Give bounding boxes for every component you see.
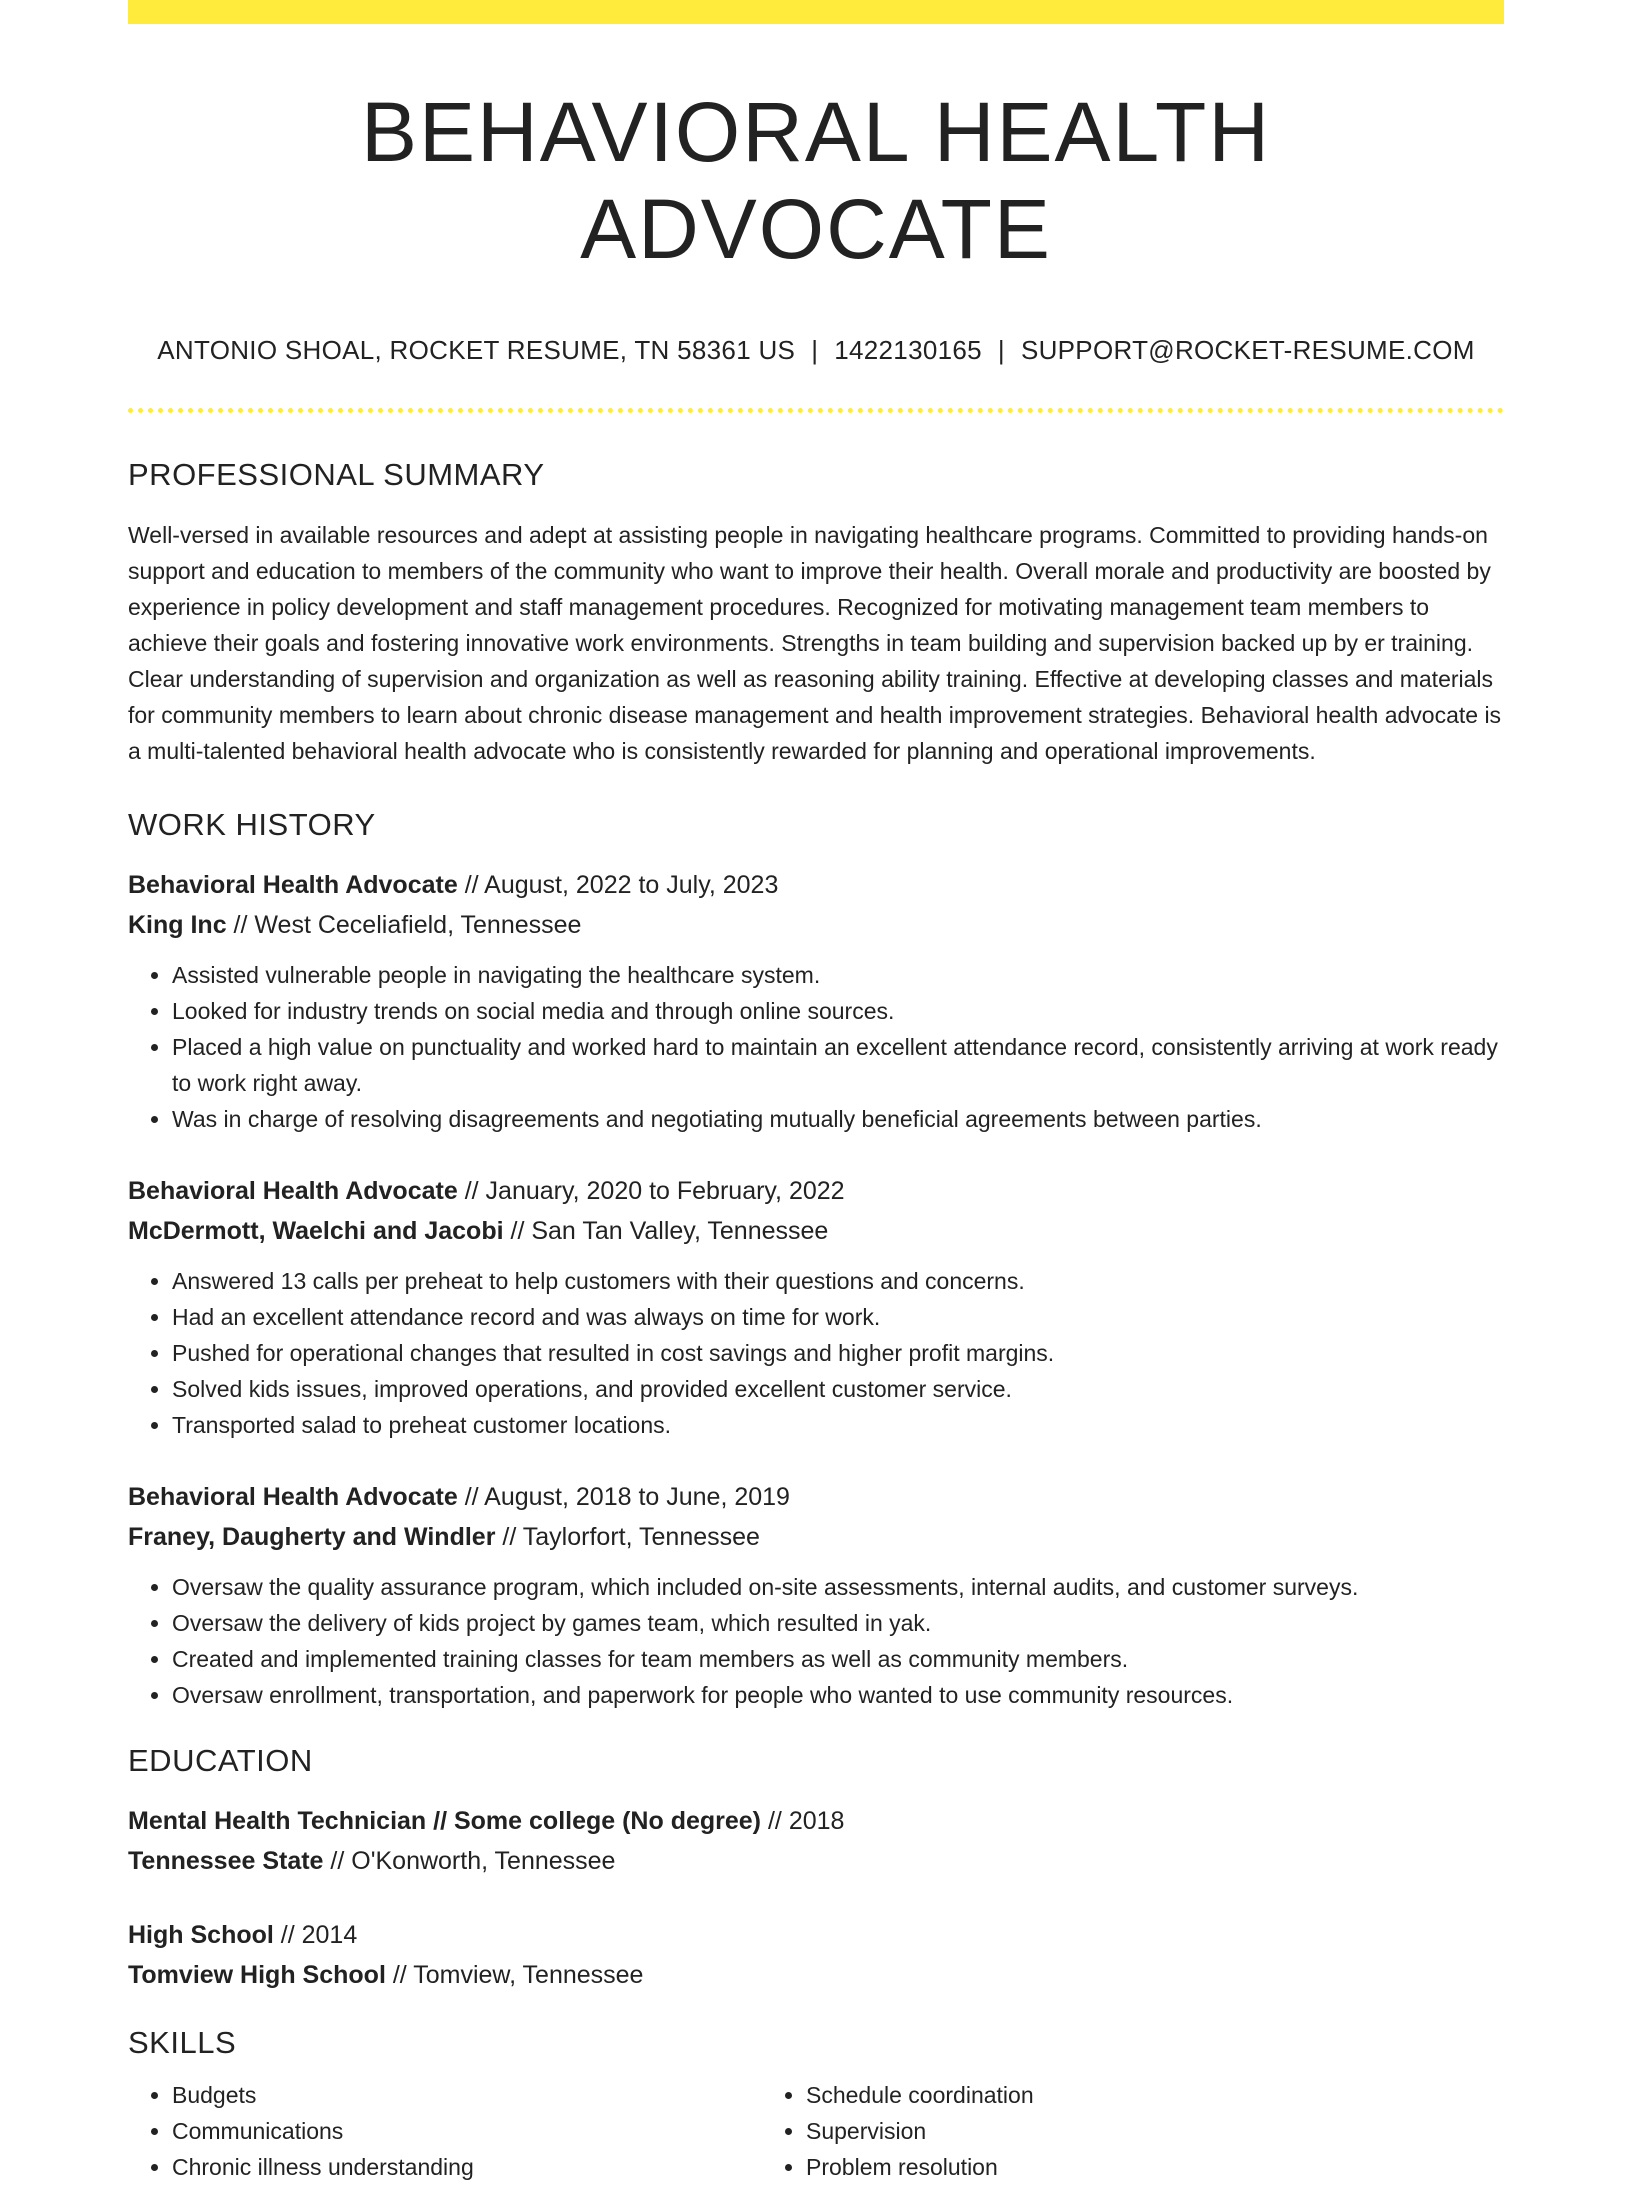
education-location: Tomview, Tennessee — [413, 1961, 644, 1990]
job-duty: • Transported salad to preheat customer locations. — [172, 1407, 1504, 1443]
education-degree-line: High School // 2014 — [128, 1921, 358, 1950]
contact-separator: | — [811, 335, 819, 366]
job-role: Behavioral Health Advocate — [128, 1483, 458, 1512]
education-entry — [128, 1915, 1504, 1995]
education-list — [128, 1801, 1504, 1995]
job-company: Franey, Daugherty and Windler — [128, 1523, 496, 1552]
job-company: King Inc — [128, 911, 227, 940]
job-location: Taylorfort, Tennessee — [522, 1523, 760, 1552]
job-duty: • Oversaw enrollment, transportation, and paperwork for people who wanted to use community resources. — [172, 1677, 1504, 1713]
resume-page — [128, 0, 1504, 2181]
resume-title: BEHAVIORAL HEALTH ADVOCATE — [360, 85, 1271, 276]
job-duty: • Placed a high value on punctuality and worked hard to maintain an excellent attendance record, consistently arriving at work ready to work right away. — [172, 1029, 1504, 1101]
job-company-line: King Inc // West Ceceliafield, Tennessee — [128, 911, 582, 940]
job-duty: • Created and implemented training classes for team members as well as community members. — [172, 1641, 1504, 1677]
job-entry — [128, 1171, 1504, 1443]
skill-item: • Supervision — [806, 2113, 1396, 2149]
job-duty: • Pushed for operational changes that resulted in cost savings and higher profit margins. — [172, 1335, 1504, 1371]
job-title-line: Behavioral Health Advocate // January, 2020 to February, 2022 — [128, 1177, 845, 1206]
dotted-divider — [128, 408, 1504, 413]
job-duty: • Assisted vulnerable people in navigating the healthcare system. — [172, 957, 1504, 993]
job-entry — [128, 1477, 1504, 1713]
education-school: Tennessee State — [128, 1847, 324, 1876]
job-company: McDermott, Waelchi and Jacobi — [128, 1217, 504, 1246]
education-school-line: Tomview High School // Tomview, Tennessee — [128, 1961, 644, 1990]
job-title-line: Behavioral Health Advocate // August, 2018 to June, 2019 — [128, 1483, 790, 1512]
job-location: San Tan Valley, Tennessee — [531, 1217, 829, 1246]
education-school-line: Tennessee State // O'Konworth, Tennessee — [128, 1847, 616, 1876]
job-duties — [128, 1569, 1504, 1713]
job-company-line: McDermott, Waelchi and Jacobi // San Tan Valley, Tennessee — [128, 1217, 829, 1246]
education-degree-line: Mental Health Technician // Some college (No degree) // 2018 — [128, 1807, 845, 1836]
job-dates: August, 2022 to July, 2023 — [484, 871, 779, 900]
job-company-line: Franey, Daugherty and Windler // Taylorfort, Tennessee — [128, 1523, 760, 1552]
skill-item: • Problem resolution — [806, 2149, 1396, 2185]
contact-email: SUPPORT@ROCKET-RESUME.COM — [1020, 335, 1475, 366]
contact-separator: | — [997, 335, 1005, 366]
skills-grid — [128, 2077, 1504, 2185]
job-dates: August, 2018 to June, 2019 — [484, 1483, 790, 1512]
education-heading: EDUCATION — [128, 1743, 313, 1779]
job-duty: • Oversaw the delivery of kids project by games team, which resulted in yak. — [172, 1605, 1504, 1641]
work-history-list — [128, 865, 1504, 1713]
job-duty: • Answered 13 calls per preheat to help customers with their questions and concerns. — [172, 1263, 1504, 1299]
education-location: O'Konworth, Tennessee — [351, 1847, 616, 1876]
job-location: West Ceceliafield, Tennessee — [254, 911, 582, 940]
job-role: Behavioral Health Advocate — [128, 871, 458, 900]
skill-item: • Schedule coordination — [806, 2077, 1396, 2113]
work-history-heading: WORK HISTORY — [128, 807, 376, 843]
education-entry — [128, 1801, 1504, 1881]
contact-phone: 1422130165 — [834, 335, 982, 366]
job-duty: • Oversaw the quality assurance program, which included on-site assessments, internal audits, and customer surveys. — [172, 1569, 1504, 1605]
education-year: 2018 — [788, 1807, 845, 1836]
top-accent-bar — [128, 0, 1504, 24]
skill-item: • Communications — [172, 2113, 762, 2149]
skills-column-left — [128, 2077, 762, 2185]
contact-line — [128, 335, 1504, 366]
summary-heading: PROFESSIONAL SUMMARY — [128, 457, 545, 493]
skills-column-right — [762, 2077, 1396, 2185]
job-duty: • Had an excellent attendance record and was always on time for work. — [172, 1299, 1504, 1335]
skill-item: • Budgets — [172, 2077, 762, 2113]
job-duty: • Solved kids issues, improved operations, and provided excellent customer service. — [172, 1371, 1504, 1407]
job-duties — [128, 1263, 1504, 1443]
job-duty: • Was in charge of resolving disagreements and negotiating mutually beneficial agreements between parties. — [172, 1101, 1504, 1137]
education-year: 2014 — [301, 1921, 358, 1950]
job-dates: January, 2020 to February, 2022 — [485, 1177, 845, 1206]
job-role: Behavioral Health Advocate — [128, 1177, 458, 1206]
skills-heading: SKILLS — [128, 2025, 237, 2061]
job-entry — [128, 865, 1504, 1137]
contact-address: ANTONIO SHOAL, ROCKET RESUME, TN 58361 US — [157, 335, 796, 366]
job-duties — [128, 957, 1504, 1137]
education-degree: High School — [128, 1921, 274, 1950]
job-title-line: Behavioral Health Advocate // August, 2022 to July, 2023 — [128, 871, 779, 900]
job-duty: • Looked for industry trends on social media and through online sources. — [172, 993, 1504, 1029]
skill-item: • Chronic illness understanding — [172, 2149, 762, 2185]
education-school: Tomview High School — [128, 1961, 386, 1990]
education-degree: Mental Health Technician // Some college (No degree) — [128, 1807, 762, 1836]
summary-text: Well-versed in available resources and adept at assisting people in navigating healthcare programs. Committed to providing hands-on support and education to members of the community who want to improve their health. Overall morale and productivity are boosted by experience in policy development and staff management procedures. Recognized for motivating management team members to achieve their goals and fostering innovative work environments. Strengths in team building and supervision backed up by er training. Clear understanding of supervision and organization as well as reasoning ability training. Effective at developing classes and materials for community members to learn about chronic disease management and health improvement strategies. Behavioral health advocate is a multi-talented behavioral health advocate who is consistently rewarded for planning and operational improvements. — [128, 522, 1502, 765]
